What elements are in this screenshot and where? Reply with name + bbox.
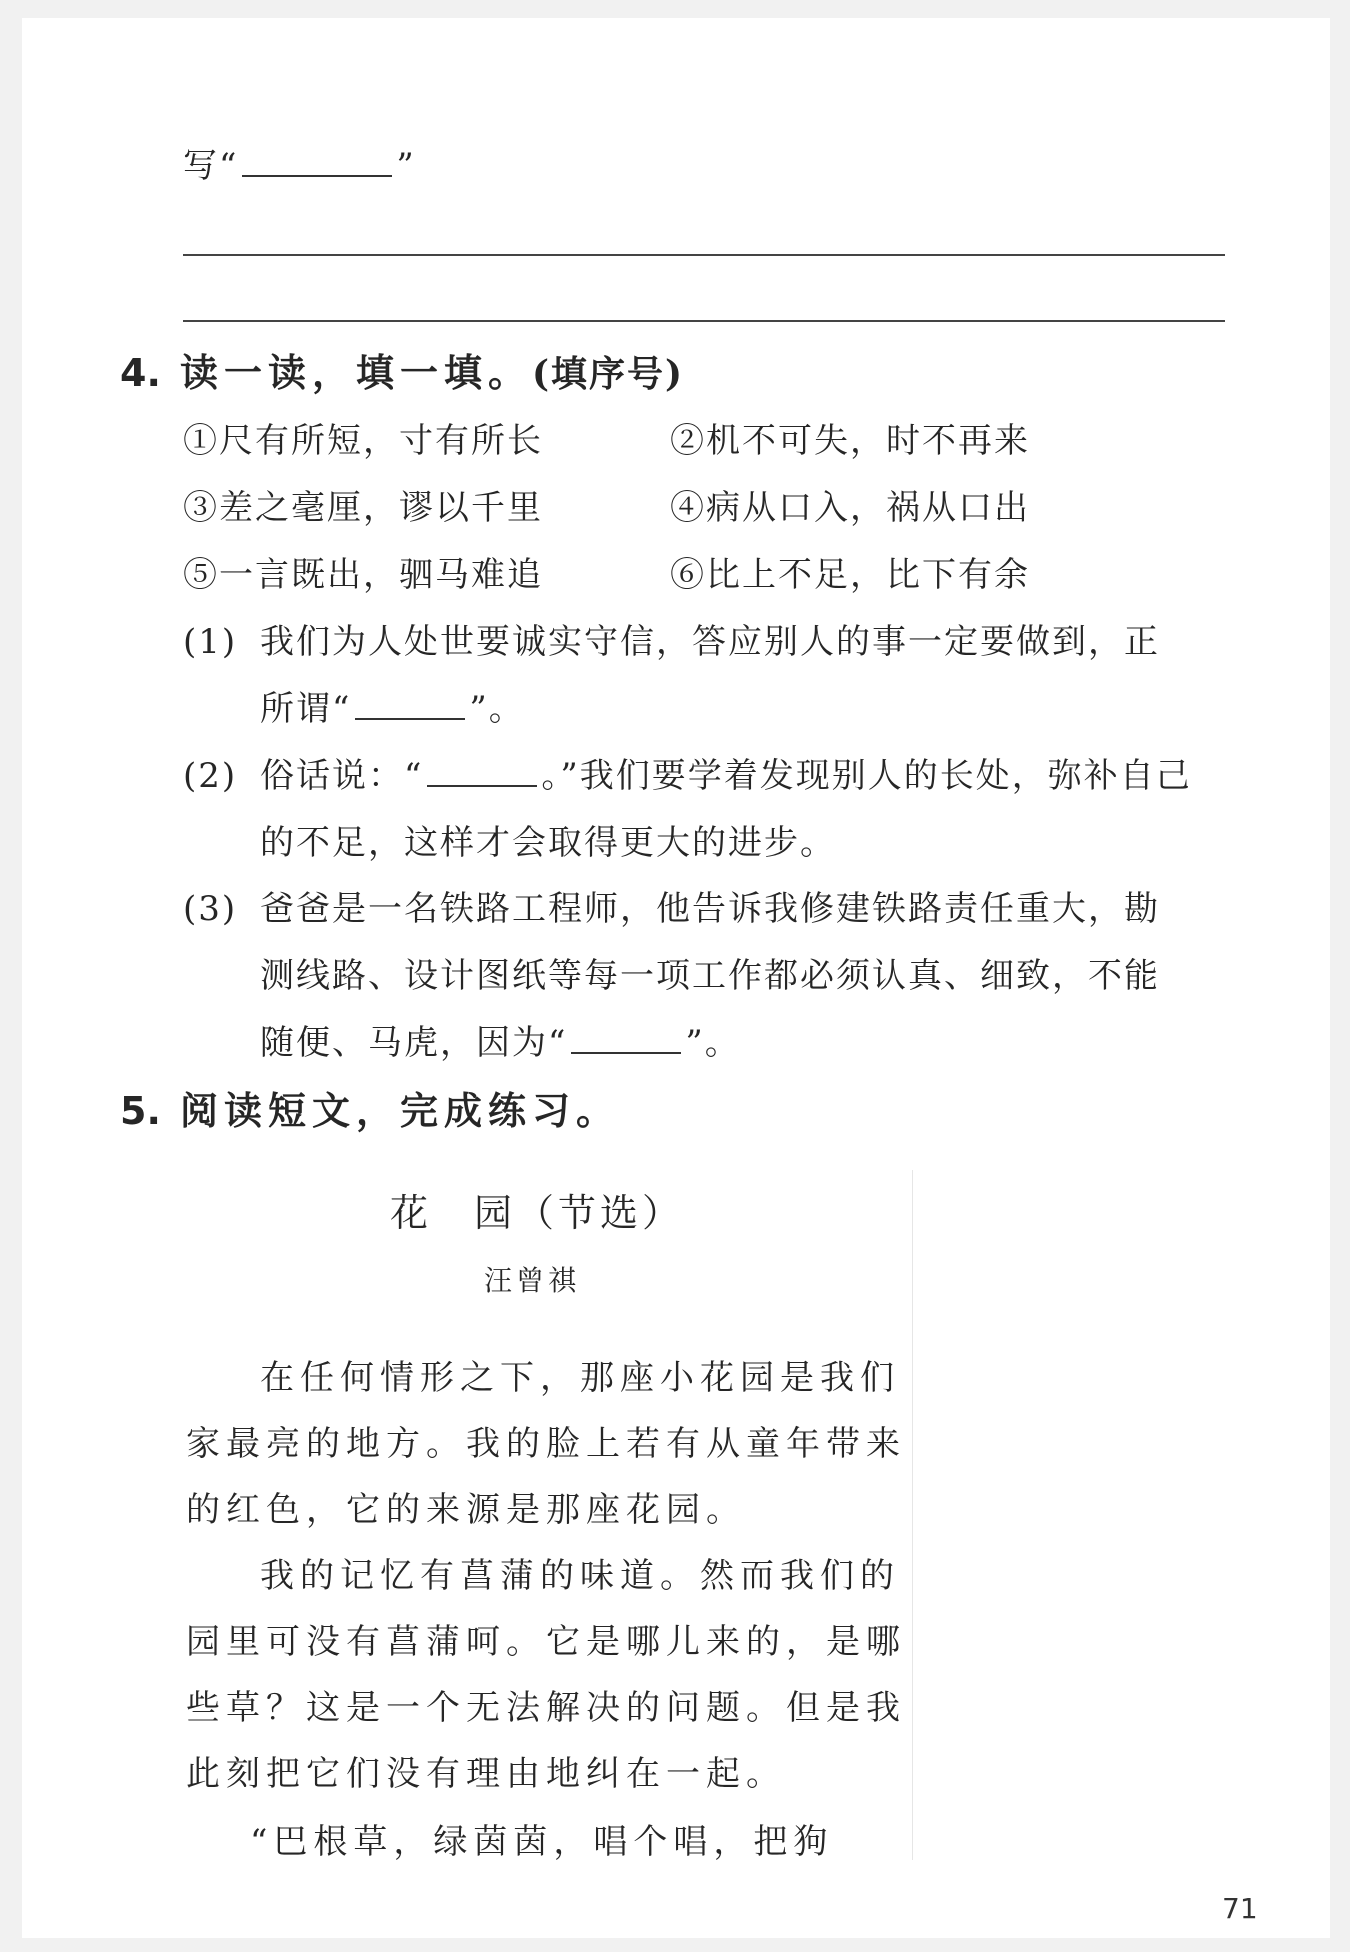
item-2-number: (2) bbox=[183, 756, 238, 796]
answer-line-1[interactable] bbox=[183, 254, 1225, 256]
item-3-blank[interactable] bbox=[571, 1026, 681, 1054]
item-1-line-2 bbox=[260, 689, 525, 729]
passage-line-2: 家最亮的地方。我的脸上若有从童年带来 bbox=[186, 1424, 906, 1464]
question-4-heading bbox=[120, 350, 684, 404]
item-2-line-2: 的不足，这样才会取得更大的进步。 bbox=[260, 823, 836, 863]
item-1-text-a: 所谓“ bbox=[260, 689, 352, 729]
write-prefix: 写“ bbox=[183, 146, 239, 186]
item-1-text-b: ”。 bbox=[469, 689, 525, 729]
question-4-title: 读一读，填一填。 bbox=[179, 350, 532, 395]
idiom-6: ⑥比上不足，比下有余 bbox=[670, 555, 1030, 595]
page-number: 71 bbox=[1222, 1892, 1258, 1925]
idiom-5: ⑤一言既出，驷马难追 bbox=[183, 555, 543, 595]
passage-line-7: 此刻把它们没有理由地纠在一起。 bbox=[186, 1754, 786, 1794]
write-blank[interactable] bbox=[242, 149, 392, 177]
idiom-1: ①尺有所短，寸有所长 bbox=[183, 421, 543, 461]
item-3-line-2: 测线路、设计图纸等每一项工作都必须认真、细致，不能 bbox=[260, 956, 1160, 996]
item-1-line-1: 我们为人处世要诚实守信，答应别人的事一定要做到，正 bbox=[260, 622, 1160, 662]
column-divider bbox=[912, 1170, 913, 1860]
idiom-3: ③差之毫厘，谬以千里 bbox=[183, 488, 543, 528]
question-5-title: 阅读短文，完成练习。 bbox=[179, 1088, 620, 1133]
passage-line-8: “巴根草，绿茵茵，唱个唱，把狗 bbox=[250, 1822, 834, 1862]
article-author: 汪曾祺 bbox=[484, 1264, 581, 1297]
item-2-text-b: 。”我们要学着发现别人的长处，弥补自己 bbox=[541, 756, 1192, 796]
passage-line-6: 些草？这是一个无法解决的问题。但是我 bbox=[186, 1688, 906, 1728]
write-prompt bbox=[183, 146, 416, 186]
question-4-note: (填序号) bbox=[532, 353, 685, 395]
question-5-heading bbox=[120, 1088, 620, 1142]
idiom-2: ②机不可失，时不再来 bbox=[670, 421, 1030, 461]
item-3-number: (3) bbox=[183, 889, 238, 929]
item-3-line-1: 爸爸是一名铁路工程师，他告诉我修建铁路责任重大，勘 bbox=[260, 889, 1160, 929]
passage-line-3: 的红色，它的来源是那座花园。 bbox=[186, 1490, 746, 1530]
article-title: 花 园（节选） bbox=[390, 1191, 685, 1235]
item-3-line-3 bbox=[260, 1023, 741, 1063]
idiom-4: ④病从口入，祸从口出 bbox=[670, 488, 1030, 528]
passage-line-4: 我的记忆有菖蒲的味道。然而我们的 bbox=[260, 1556, 900, 1596]
item-2-line-1 bbox=[260, 756, 1192, 796]
passage-line-5: 园里可没有菖蒲呵。它是哪儿来的，是哪 bbox=[186, 1622, 906, 1662]
question-4-number: 4. bbox=[120, 351, 161, 395]
item-1-blank[interactable] bbox=[355, 692, 465, 720]
item-3-text-b: ”。 bbox=[685, 1023, 741, 1063]
question-5-number: 5. bbox=[120, 1089, 161, 1133]
item-3-text-a: 随便、马虎，因为“ bbox=[260, 1023, 568, 1063]
answer-line-2[interactable] bbox=[183, 320, 1225, 322]
passage-line-1: 在任何情形之下，那座小花园是我们 bbox=[260, 1358, 900, 1398]
item-2-text-a: 俗话说：“ bbox=[260, 756, 424, 796]
item-1-number: (1) bbox=[183, 622, 238, 662]
item-2-blank[interactable] bbox=[427, 759, 537, 787]
write-suffix: ” bbox=[396, 146, 416, 186]
